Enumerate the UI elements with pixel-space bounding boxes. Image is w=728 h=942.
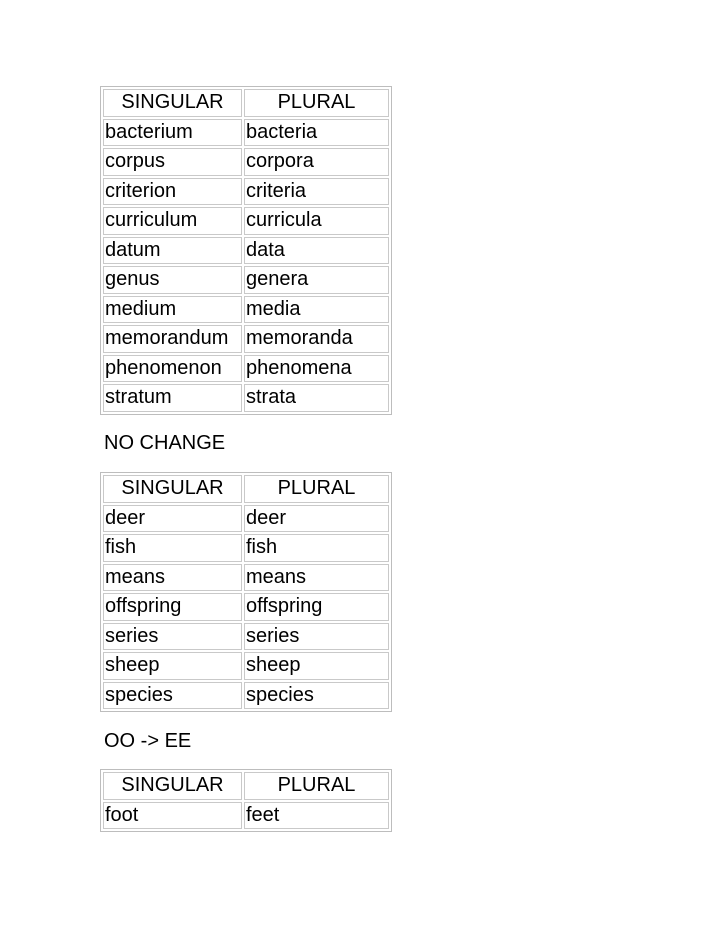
table-row (102, 324, 390, 354)
table-row (102, 563, 390, 593)
table-row (102, 147, 390, 177)
plural-cell: sheep (244, 652, 389, 680)
singular-column-header: SINGULAR (103, 89, 242, 117)
section-heading-oo-to-ee: OO -> EE (104, 730, 192, 752)
plural-cell: deer (244, 505, 389, 533)
singular-cell: species (103, 682, 242, 710)
plural-cell: criteria (244, 178, 389, 206)
table-row (102, 622, 390, 652)
singular-cell: sheep (103, 652, 242, 680)
plural-cell: corpora (244, 148, 389, 176)
singular-cell: stratum (103, 384, 242, 412)
plural-cell: phenomena (244, 355, 389, 383)
plural-cell: memoranda (244, 325, 389, 353)
plural-cell: bacteria (244, 119, 389, 147)
table-row (102, 118, 390, 148)
table-row (102, 504, 390, 534)
singular-cell: bacterium (103, 119, 242, 147)
singular-cell: corpus (103, 148, 242, 176)
plural-cell: species (244, 682, 389, 710)
plural-cell: curricula (244, 207, 389, 235)
plural-cell: feet (244, 802, 389, 830)
plural-cell: series (244, 623, 389, 651)
table-row (102, 236, 390, 266)
singular-cell: means (103, 564, 242, 592)
oo-to-ee-plurals-table (100, 769, 392, 832)
table-header-row (102, 771, 390, 801)
singular-cell: offspring (103, 593, 242, 621)
singular-cell: phenomenon (103, 355, 242, 383)
table-row (102, 265, 390, 295)
singular-cell: curriculum (103, 207, 242, 235)
singular-cell: medium (103, 296, 242, 324)
table-row (102, 354, 390, 384)
table-row (102, 295, 390, 325)
table-header-row (102, 474, 390, 504)
plural-column-header: PLURAL (244, 89, 389, 117)
table-row (102, 651, 390, 681)
section-heading-no-change: NO CHANGE (104, 432, 226, 454)
plural-cell: offspring (244, 593, 389, 621)
plural-cell: genera (244, 266, 389, 294)
table-row (102, 383, 390, 413)
singular-cell: memorandum (103, 325, 242, 353)
singular-cell: series (103, 623, 242, 651)
plural-cell: fish (244, 534, 389, 562)
singular-cell: deer (103, 505, 242, 533)
table-row (102, 681, 390, 711)
no-change-plurals-table (100, 472, 392, 712)
singular-cell: fish (103, 534, 242, 562)
plural-cell: media (244, 296, 389, 324)
plural-cell: data (244, 237, 389, 265)
table-row (102, 533, 390, 563)
irregular-plurals-table (100, 86, 392, 415)
singular-cell: foot (103, 802, 242, 830)
singular-cell: genus (103, 266, 242, 294)
plural-cell: means (244, 564, 389, 592)
table-row (102, 801, 390, 831)
plural-column-header: PLURAL (244, 475, 389, 503)
table-header-row (102, 88, 390, 118)
table-row (102, 592, 390, 622)
singular-cell: datum (103, 237, 242, 265)
plural-column-header: PLURAL (244, 772, 389, 800)
plural-cell: strata (244, 384, 389, 412)
table-row (102, 177, 390, 207)
singular-column-header: SINGULAR (103, 475, 242, 503)
table-row (102, 206, 390, 236)
singular-column-header: SINGULAR (103, 772, 242, 800)
singular-cell: criterion (103, 178, 242, 206)
